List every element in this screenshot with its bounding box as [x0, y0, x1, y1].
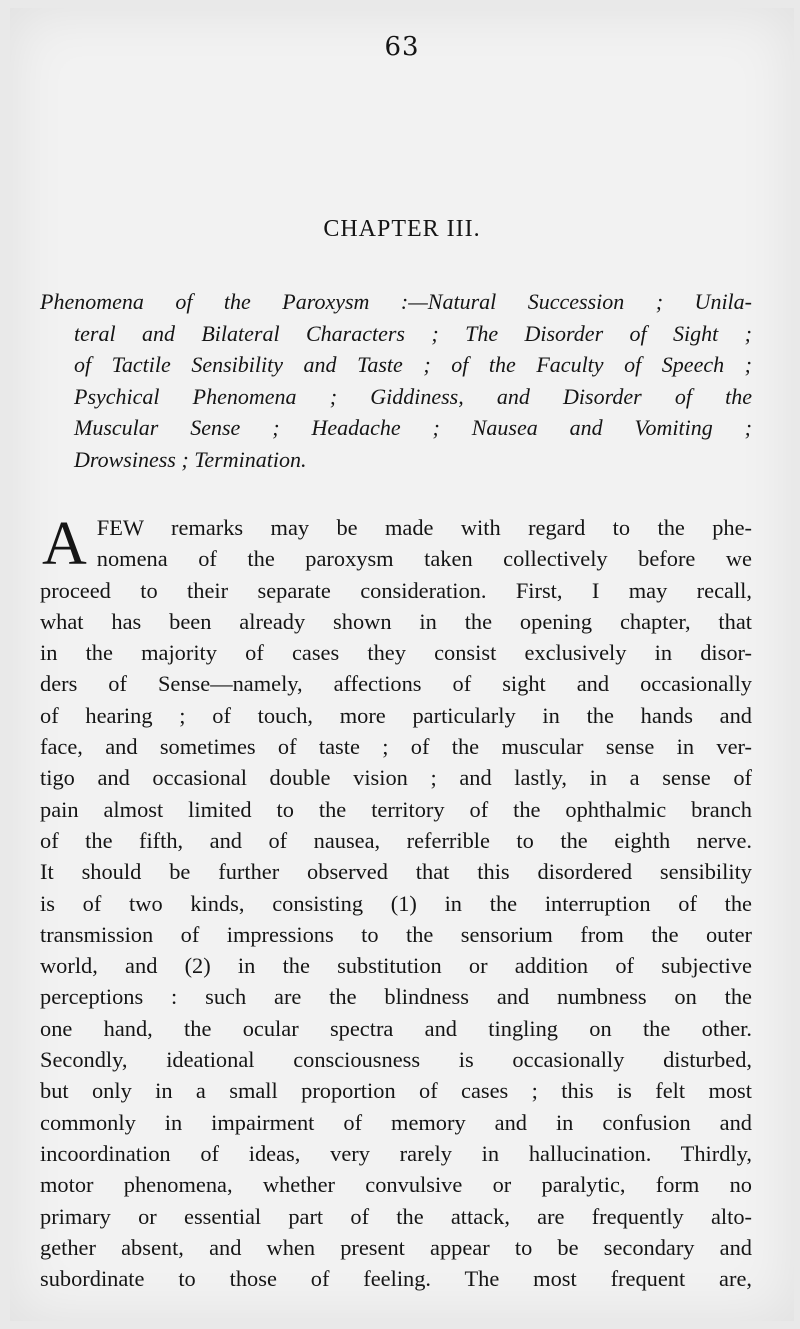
body-line: Secondly, ideational consciousness is occasionally disturbed,: [40, 1047, 752, 1073]
body-line: of the fifth, and of nausea, referrible to the eighth nerve.: [40, 827, 752, 853]
body-line: primary or essential part of the attack, are frequently alto-: [40, 1203, 752, 1229]
chapter-summary: [40, 286, 752, 475]
body-text: [40, 512, 752, 1294]
chapter-title: CHAPTER III.: [323, 216, 481, 242]
body-line: pain almost limited to the territory of the ophthalmic branch: [40, 796, 752, 822]
body-line: world, and (2) in the substitution or addition of subjective: [40, 953, 752, 979]
body-line: proceed to their separate consideration. First, I may recall,: [40, 577, 752, 603]
summary-line: Phenomena of the Paroxysm :—Natural Succession ; Unila-: [40, 289, 752, 314]
body-line: motor phenomena, whether convulsive or paralytic, form no: [40, 1172, 752, 1198]
body-line: gether absent, and when present appear to be secondary and: [40, 1234, 752, 1260]
drop-cap: A: [42, 510, 87, 578]
book-page: [10, 8, 794, 1321]
body-line: tigo and occasional double vision ; and lastly, in a sense of: [40, 765, 752, 791]
body-line: FEW remarks may be made with regard to the phe-: [96, 515, 752, 540]
summary-line: of Tactile Sensibility and Taste ; of the Faculty of Speech ;: [74, 352, 752, 377]
body-line: commonly in impairment of memory and in confusion and: [40, 1109, 752, 1135]
body-line: transmission of impressions to the sensorium from the outer: [40, 921, 752, 947]
body-line: but only in a small proportion of cases ; this is felt most: [40, 1078, 752, 1104]
body-line: incoordination of ideas, very rarely in hallucination. Thirdly,: [40, 1140, 752, 1166]
summary-line: Muscular Sense ; Headache ; Nausea and Vomiting ;: [74, 415, 752, 440]
summary-line: Psychical Phenomena ; Giddiness, and Disorder of the: [74, 383, 752, 409]
page-number: 63: [384, 32, 420, 62]
body-line: one hand, the ocular spectra and tingling on the other.: [40, 1015, 752, 1041]
body-line: what has been already shown in the opening chapter, that: [40, 608, 752, 634]
body-line: of hearing ; of touch, more particularly in the hands and: [40, 702, 752, 728]
body-line: subordinate to those of feeling. The most frequent are,: [40, 1266, 752, 1292]
summary-line: teral and Bilateral Characters ; The Disorder of Sight ;: [74, 320, 752, 346]
body-line: is of two kinds, consisting (1) in the interruption of the: [40, 890, 752, 916]
body-line: perceptions : such are the blindness and numbness on the: [40, 984, 752, 1010]
summary-line: Drowsiness ; Termination.: [74, 446, 307, 472]
body-line: face, and sometimes of taste ; of the muscular sense in ver-: [40, 734, 752, 760]
body-line: ders of Sense—namely, affections of sight and occasionally: [40, 671, 752, 697]
body-line: in the majority of cases they consist exclusively in disor-: [40, 640, 752, 666]
body-line: nomena of the paroxysm taken collectively before we: [96, 546, 752, 572]
body-line: It should be further observed that this disordered sensibility: [40, 859, 752, 885]
